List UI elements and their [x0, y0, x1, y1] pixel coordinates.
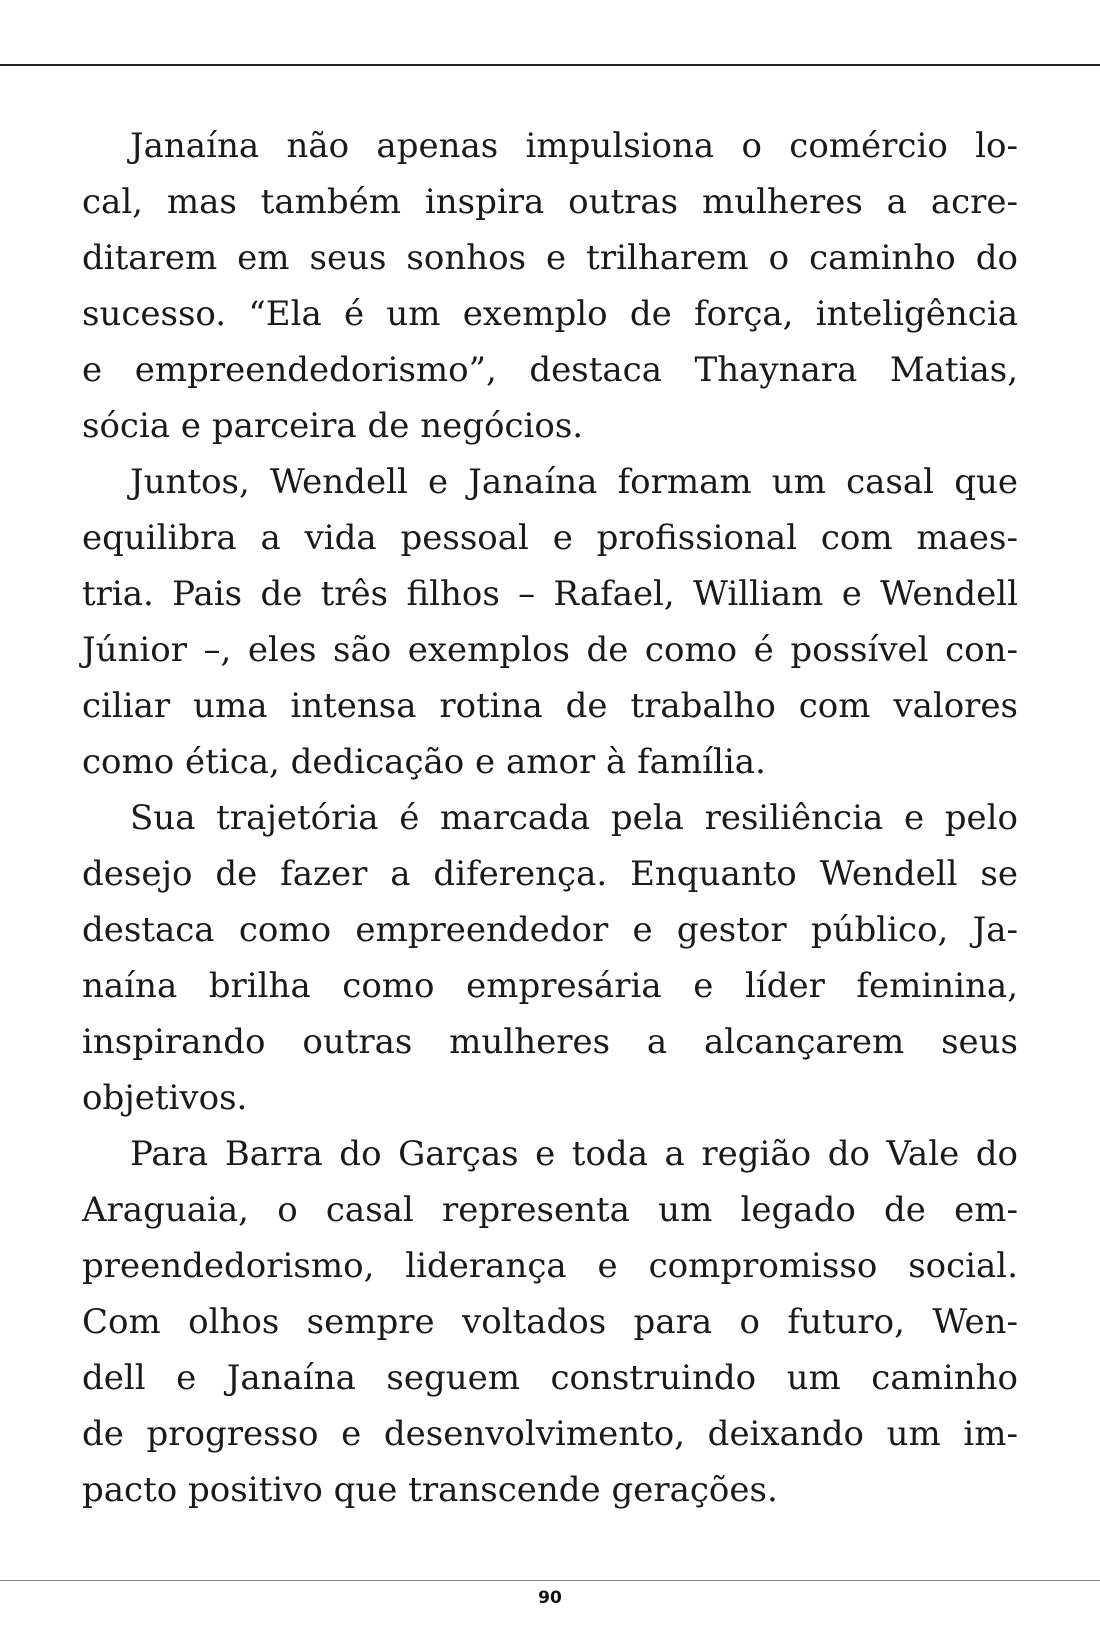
text-line: sucesso. “Ela é um exemplo de força, inteligência	[82, 294, 1018, 334]
text-line: Com olhos sempre voltados para o futuro, Wen-	[82, 1302, 1018, 1342]
text-line: desejo de fazer a diferença. Enquanto Wendell se	[82, 854, 1018, 894]
text-line: ciliar uma intensa rotina de trabalho com valores	[82, 686, 1018, 726]
text-line: objetivos.	[82, 1078, 248, 1118]
text-line: Araguaia, o casal representa um legado de em-	[82, 1190, 1018, 1230]
text-line: equilibra a vida pessoal e profissional com maes-	[82, 518, 1018, 558]
text-line: Para Barra do Garças e toda a região do Vale do	[130, 1134, 1018, 1174]
text-line: Juntos, Wendell e Janaína formam um casal que	[130, 462, 1018, 502]
text-line: inspirando outras mulheres a alcançarem seus	[82, 1022, 1018, 1062]
text-line: Sua trajetória é marcada pela resiliência e pelo	[130, 798, 1018, 838]
text-line: preendedorismo, liderança e compromisso social.	[82, 1246, 1018, 1286]
text-line: naína brilha como empresária e líder feminina,	[82, 966, 1018, 1006]
text-line: como ética, dedicação e amor à família.	[82, 742, 766, 782]
text-line: sócia e parceira de negócios.	[82, 406, 584, 446]
text-line: ditarem em seus sonhos e trilharem o caminho do	[82, 238, 1018, 278]
bottom-rule	[0, 1580, 1100, 1581]
text-line: pacto positivo que transcende gerações.	[82, 1470, 778, 1510]
text-line: Júnior –, eles são exemplos de como é possível con-	[82, 630, 1018, 670]
text-line: Janaína não apenas impulsiona o comércio lo-	[130, 126, 1018, 166]
page-number: 90	[538, 1588, 562, 1608]
top-rule	[0, 64, 1100, 66]
text-line: dell e Janaína seguem construindo um caminho	[82, 1358, 1018, 1398]
text-line: destaca como empreendedor e gestor público, Ja-	[82, 910, 1018, 950]
text-line: de progresso e desenvolvimento, deixando um im-	[82, 1414, 1018, 1454]
text-line: e empreendedorismo”, destaca Thaynara Matias,	[82, 350, 1018, 390]
body-text	[82, 118, 1018, 1518]
text-line: cal, mas também inspira outras mulheres a acre-	[82, 182, 1018, 222]
text-line: tria. Pais de três filhos – Rafael, William e Wendell	[82, 574, 1018, 614]
